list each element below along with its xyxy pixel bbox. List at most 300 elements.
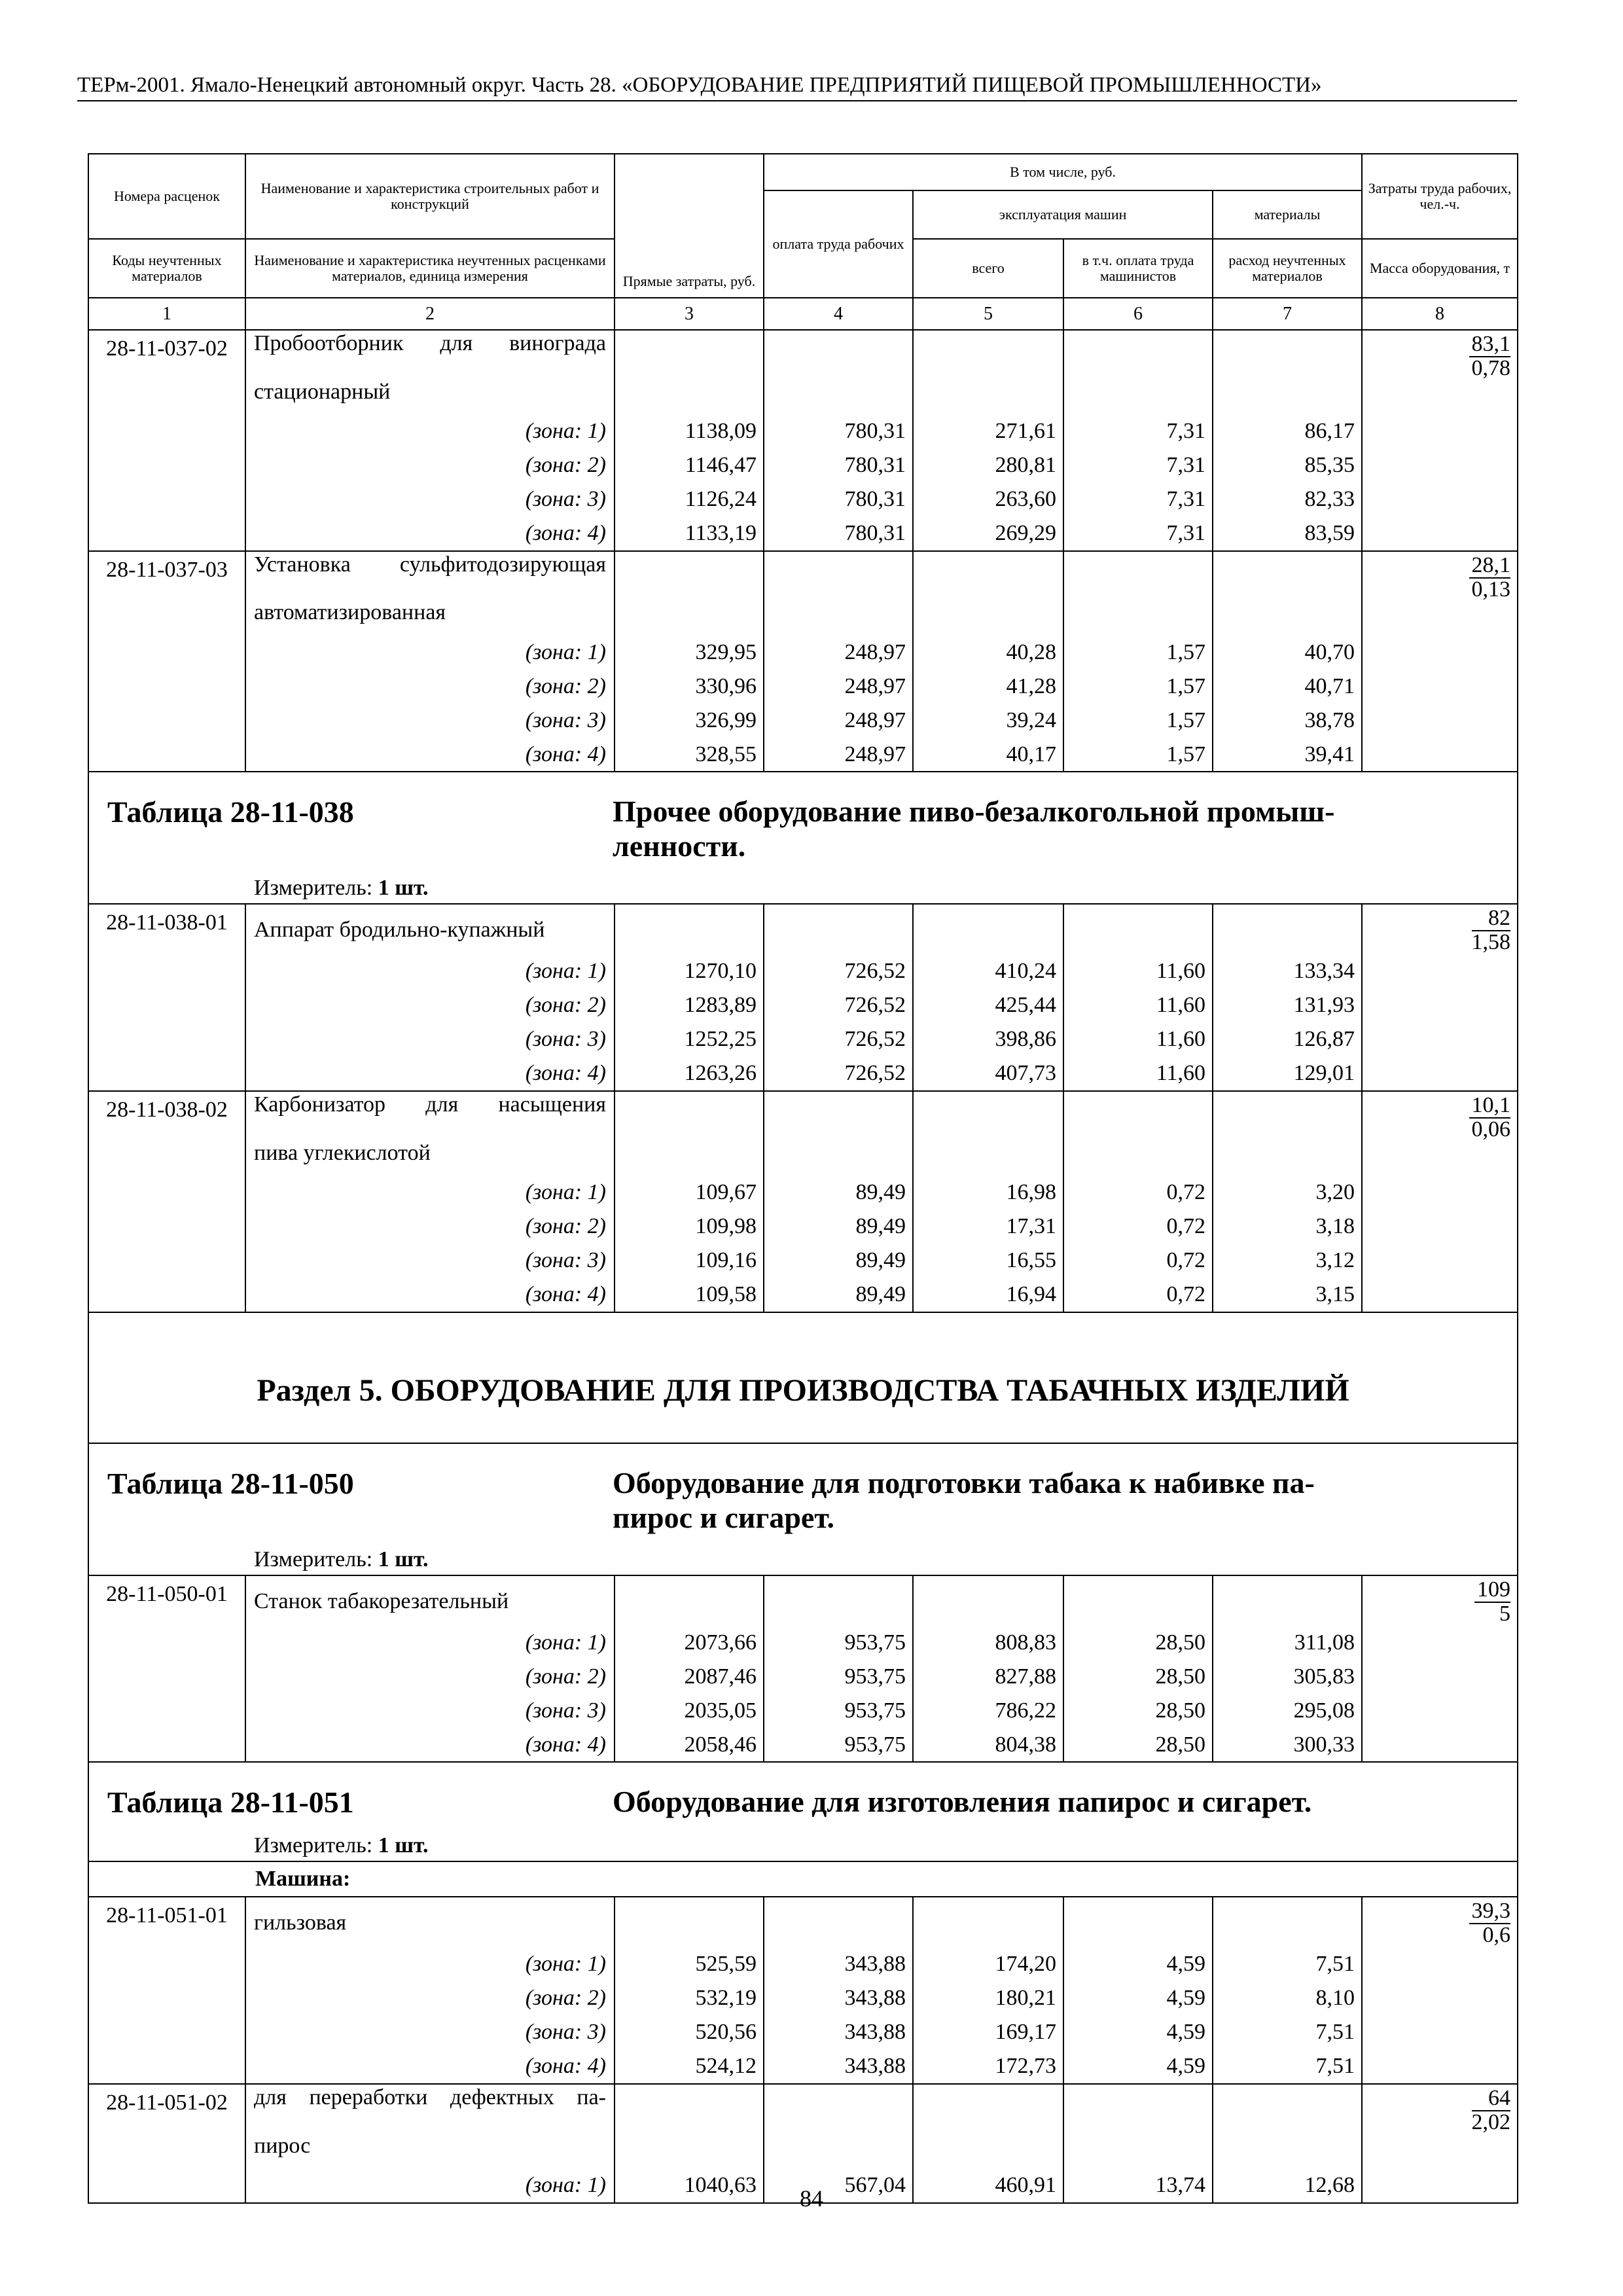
rate-name-cont: пирос [245, 2134, 615, 2168]
table-title: Таблица 28-11-038 [107, 795, 354, 829]
empty-cell [913, 1897, 1063, 1947]
value-cell: 1146,47 [615, 448, 764, 482]
mass-fraction [1474, 1579, 1510, 1625]
rate-code: 28-11-051-02 [88, 2084, 245, 2134]
section-title: Раздел 5. ОБОРУДОВАНИЕ ДЛЯ ПРОИЗВОДСТВА ТАБАЧНЫХ ИЗДЕЛИЙ [257, 1373, 1349, 1408]
empty-cell [1362, 1625, 1518, 1659]
zone-label: (зона: 2) [245, 669, 615, 703]
empty-cell [88, 1278, 245, 1312]
table-description [613, 795, 1503, 864]
value-cell: 1252,25 [615, 1022, 764, 1056]
value-cell: 0,72 [1063, 1175, 1213, 1210]
rate-name: для переработки дефектных па- [245, 2084, 615, 2134]
rate-name-cont: стационарный [245, 380, 615, 414]
empty-cell [1213, 2084, 1362, 2134]
value-cell: 7,31 [1063, 414, 1213, 448]
col-machines-header: эксплуатация машин [913, 190, 1213, 239]
empty-cell [1362, 601, 1518, 635]
value-cell: 2035,05 [615, 1693, 764, 1727]
empty-cell [1213, 1575, 1362, 1626]
zone-label: (зона: 1) [245, 1175, 615, 1210]
empty-cell [1362, 1947, 1518, 1981]
rate-code: 28-11-050-01 [88, 1575, 245, 1626]
value-cell: 133,34 [1213, 954, 1362, 988]
zone-label: (зона: 2) [245, 988, 615, 1022]
machine-label: Машина: [88, 1861, 1518, 1897]
empty-cell [1213, 1897, 1362, 1947]
empty-cell [1362, 2134, 1518, 2168]
zone-label: (зона: 4) [245, 1727, 615, 1762]
value-cell: 1,57 [1063, 703, 1213, 737]
empty-cell [764, 330, 913, 380]
rate-name-cont: автоматизированная [245, 601, 615, 635]
value-cell: 7,31 [1063, 516, 1213, 551]
empty-cell [88, 669, 245, 703]
empty-cell [1362, 988, 1518, 1022]
value-cell: 7,51 [1213, 2015, 1362, 2049]
value-cell: 109,98 [615, 1210, 764, 1244]
value-cell: 28,50 [1063, 1693, 1213, 1727]
empty-cell [1213, 380, 1362, 414]
value-cell: 12,68 [1213, 2168, 1362, 2203]
empty-cell [88, 1141, 245, 1175]
value-cell: 85,35 [1213, 448, 1362, 482]
empty-cell [88, 1693, 245, 1727]
value-cell: 89,49 [764, 1278, 913, 1312]
col-incl-header: В том числе, руб. [764, 154, 1362, 190]
table-meter [254, 1833, 429, 1858]
value-cell: 11,60 [1063, 954, 1213, 988]
value-cell: 109,58 [615, 1278, 764, 1312]
empty-cell [1063, 1141, 1213, 1175]
value-cell: 726,52 [764, 954, 913, 988]
empty-cell [88, 1244, 245, 1278]
empty-cell [913, 551, 1063, 601]
value-cell: 131,93 [1213, 988, 1362, 1022]
empty-cell [88, 1727, 245, 1762]
empty-cell [1362, 1278, 1518, 1312]
value-cell: 410,24 [913, 954, 1063, 988]
labor-cost: 83,1 [1469, 333, 1511, 357]
col-name2-header: Наименование и характеристика неучтенных расценками материалов, единица измерения [245, 239, 615, 298]
empty-cell [1362, 1981, 1518, 2015]
mass-fraction [1469, 1900, 1511, 1946]
equipment-mass: 2,02 [1471, 2110, 1511, 2135]
meter-label: Измеритель: [254, 876, 373, 901]
col-num: 1 [88, 298, 245, 330]
value-cell: 328,55 [615, 737, 764, 772]
meter-label: Измеритель: [254, 1547, 373, 1571]
zone-label: (зона: 2) [245, 448, 615, 482]
value-cell: 40,28 [913, 635, 1063, 669]
empty-cell [1362, 1210, 1518, 1244]
value-cell: 0,72 [1063, 1278, 1213, 1312]
value-cell: 407,73 [913, 1056, 1063, 1091]
value-cell: 3,18 [1213, 1210, 1362, 1244]
zone-label: (зона: 4) [245, 2049, 615, 2084]
equipment-mass: 0,13 [1471, 577, 1511, 601]
value-cell: 28,50 [1063, 1727, 1213, 1762]
value-cell: 41,28 [913, 669, 1063, 703]
table-meter [254, 1547, 429, 1572]
empty-cell [88, 516, 245, 551]
value-cell: 460,91 [913, 2168, 1063, 2203]
value-cell: 1,57 [1063, 635, 1213, 669]
empty-cell [913, 380, 1063, 414]
rates-table [88, 153, 1518, 2204]
value-cell: 17,31 [913, 1210, 1063, 1244]
value-cell: 953,75 [764, 1659, 913, 1693]
rate-name: гильзовая [245, 1897, 615, 1947]
value-cell: 82,33 [1213, 482, 1362, 516]
empty-cell [1063, 2134, 1213, 2168]
value-cell: 1,57 [1063, 669, 1213, 703]
value-cell: 28,50 [1063, 1659, 1213, 1693]
zone-label: (зона: 2) [245, 1659, 615, 1693]
empty-cell [1063, 2084, 1213, 2134]
table-description-line: Оборудование для подготовки табака к набивке па- [613, 1465, 1315, 1499]
zone-label: (зона: 3) [245, 1693, 615, 1727]
col-num: 7 [1213, 298, 1362, 330]
page-header: ТЕРм-2001. Ямало-Ненецкий автономный округ. Часть 28. «ОБОРУДОВАНИЕ ПРЕДПРИЯТИЙ ПИЩЕВОЙ ПРОМЫШЛЕННОСТИ» [77, 73, 1517, 101]
empty-cell [1213, 1141, 1362, 1175]
empty-cell [764, 601, 913, 635]
value-cell: 1263,26 [615, 1056, 764, 1091]
empty-cell [88, 601, 245, 635]
labor-cost: 109 [1474, 1579, 1510, 1603]
empty-cell [1362, 1727, 1518, 1762]
mass-fraction [1469, 1094, 1511, 1141]
value-cell: 2073,66 [615, 1625, 764, 1659]
empty-cell [1063, 551, 1213, 601]
value-cell: 343,88 [764, 2015, 913, 2049]
value-cell: 248,97 [764, 635, 913, 669]
page-number: 84 [800, 2185, 823, 2212]
value-cell: 1126,24 [615, 482, 764, 516]
value-cell: 2058,46 [615, 1727, 764, 1762]
col-labor-header: оплата труда рабочих [764, 190, 913, 298]
value-cell: 1138,09 [615, 414, 764, 448]
col-num: 8 [1362, 298, 1518, 330]
section-title-block [88, 1312, 1518, 1443]
value-cell: 11,60 [1063, 988, 1213, 1022]
empty-cell [1362, 516, 1518, 551]
value-cell: 329,95 [615, 635, 764, 669]
value-cell: 3,12 [1213, 1244, 1362, 1278]
empty-cell [1063, 330, 1213, 380]
labor-mass-fraction [1362, 904, 1518, 954]
empty-cell [1362, 1022, 1518, 1056]
value-cell: 326,99 [615, 703, 764, 737]
rate-code: 28-11-038-02 [88, 1091, 245, 1141]
value-cell: 7,31 [1063, 448, 1213, 482]
zone-label: (зона: 3) [245, 2015, 615, 2049]
labor-cost: 64 [1472, 2087, 1511, 2111]
value-cell: 4,59 [1063, 1981, 1213, 2015]
empty-cell [1063, 380, 1213, 414]
empty-cell [615, 330, 764, 380]
value-cell: 7,51 [1213, 1947, 1362, 1981]
value-cell: 248,97 [764, 669, 913, 703]
value-cell: 3,15 [1213, 1278, 1362, 1312]
empty-cell [764, 551, 913, 601]
meter-unit: 1 шт. [378, 1833, 429, 1858]
value-cell: 39,24 [913, 703, 1063, 737]
empty-cell [1362, 954, 1518, 988]
table-title: Таблица 28-11-050 [107, 1466, 354, 1500]
value-cell: 343,88 [764, 1981, 913, 2015]
empty-cell [1362, 1056, 1518, 1091]
rate-name-cont: пива углекислотой [245, 1141, 615, 1175]
empty-cell [1362, 482, 1518, 516]
value-cell: 172,73 [913, 2049, 1063, 2084]
empty-cell [88, 1947, 245, 1981]
zone-label: (зона: 1) [245, 1947, 615, 1981]
empty-cell [88, 1625, 245, 1659]
zone-label: (зона: 1) [245, 954, 615, 988]
empty-cell [1362, 635, 1518, 669]
value-cell: 343,88 [764, 1947, 913, 1981]
empty-cell [1362, 1141, 1518, 1175]
value-cell: 425,44 [913, 988, 1063, 1022]
table-title-block [88, 1762, 1518, 1861]
col-code2-header: Коды неучтенных материалов [88, 239, 245, 298]
zone-label: (зона: 1) [245, 1625, 615, 1659]
value-cell: 786,22 [913, 1693, 1063, 1727]
col-m-driver-header: в т.ч. оплата труда машинистов [1063, 239, 1213, 298]
value-cell: 808,83 [913, 1625, 1063, 1659]
value-cell: 39,41 [1213, 737, 1362, 772]
empty-cell [88, 2134, 245, 2168]
value-cell: 7,31 [1063, 482, 1213, 516]
value-cell: 726,52 [764, 1056, 913, 1091]
labor-cost: 39,3 [1469, 1900, 1511, 1924]
empty-cell [615, 551, 764, 601]
empty-cell [913, 1091, 1063, 1141]
value-cell: 180,21 [913, 1981, 1063, 2015]
empty-cell [88, 703, 245, 737]
empty-cell [88, 1056, 245, 1091]
empty-cell [764, 904, 913, 954]
value-cell: 11,60 [1063, 1056, 1213, 1091]
value-cell: 1040,63 [615, 2168, 764, 2203]
mass-fraction [1469, 333, 1511, 380]
value-cell: 89,49 [764, 1244, 913, 1278]
value-cell: 0,72 [1063, 1210, 1213, 1244]
empty-cell [615, 601, 764, 635]
value-cell: 953,75 [764, 1693, 913, 1727]
empty-cell [88, 1981, 245, 2015]
labor-mass-fraction [1362, 1091, 1518, 1141]
labor-mass-fraction [1362, 330, 1518, 380]
equipment-mass: 1,58 [1471, 930, 1511, 955]
col-num: 2 [245, 298, 615, 330]
empty-cell [1063, 1897, 1213, 1947]
value-cell: 271,61 [913, 414, 1063, 448]
value-cell: 7,51 [1213, 2049, 1362, 2084]
value-cell: 11,60 [1063, 1022, 1213, 1056]
empty-cell [1362, 669, 1518, 703]
col-materials-header: материалы [1213, 190, 1362, 239]
mass-fraction [1469, 554, 1511, 601]
empty-cell [1362, 737, 1518, 772]
empty-cell [88, 2015, 245, 2049]
zone-label: (зона: 3) [245, 703, 615, 737]
empty-cell [88, 1022, 245, 1056]
value-cell: 804,38 [913, 1727, 1063, 1762]
empty-cell [1213, 601, 1362, 635]
table-title: Таблица 28-11-051 [107, 1785, 354, 1820]
empty-cell [88, 1210, 245, 1244]
labor-cost: 28,1 [1469, 554, 1511, 579]
value-cell: 524,12 [615, 2049, 764, 2084]
value-cell: 89,49 [764, 1175, 913, 1210]
value-cell: 109,67 [615, 1175, 764, 1210]
equipment-mass: 0,6 [1482, 1923, 1511, 1948]
zone-label: (зона: 3) [245, 1244, 615, 1278]
table-title-block [88, 772, 1518, 904]
col-num: 4 [764, 298, 913, 330]
labor-cost: 82 [1472, 907, 1511, 931]
empty-cell [1362, 1693, 1518, 1727]
value-cell: 726,52 [764, 988, 913, 1022]
value-cell: 780,31 [764, 482, 913, 516]
value-cell: 305,83 [1213, 1659, 1362, 1693]
value-cell: 13,74 [1063, 2168, 1213, 2203]
value-cell: 2087,46 [615, 1659, 764, 1693]
rate-name: Станок табакорезательный [245, 1575, 615, 1626]
empty-cell [1362, 703, 1518, 737]
empty-cell [1213, 904, 1362, 954]
zone-label: (зона: 1) [245, 635, 615, 669]
value-cell: 1283,89 [615, 988, 764, 1022]
empty-cell [1063, 1091, 1213, 1141]
value-cell: 1,57 [1063, 737, 1213, 772]
empty-cell [615, 904, 764, 954]
empty-cell [1362, 1244, 1518, 1278]
equipment-mass: 5 [1499, 1601, 1511, 1626]
value-cell: 300,33 [1213, 1727, 1362, 1762]
zone-label: (зона: 4) [245, 737, 615, 772]
value-cell: 174,20 [913, 1947, 1063, 1981]
value-cell: 343,88 [764, 2049, 913, 2084]
value-cell: 169,17 [913, 2015, 1063, 2049]
empty-cell [913, 330, 1063, 380]
empty-cell [88, 448, 245, 482]
value-cell: 532,19 [615, 1981, 764, 2015]
empty-cell [764, 1141, 913, 1175]
empty-cell [764, 380, 913, 414]
empty-cell [615, 380, 764, 414]
value-cell: 953,75 [764, 1625, 913, 1659]
empty-cell [615, 1897, 764, 1947]
empty-cell [88, 2049, 245, 2084]
table-meter [254, 876, 429, 901]
empty-cell [88, 1175, 245, 1210]
zone-label: (зона: 4) [245, 516, 615, 551]
value-cell: 40,71 [1213, 669, 1362, 703]
meter-unit: 1 шт. [378, 1547, 429, 1571]
value-cell: 4,59 [1063, 1947, 1213, 1981]
empty-cell [1213, 551, 1362, 601]
value-cell: 16,98 [913, 1175, 1063, 1210]
zone-label: (зона: 4) [245, 1056, 615, 1091]
empty-cell [1362, 414, 1518, 448]
empty-cell [764, 2084, 913, 2134]
empty-cell [1213, 2134, 1362, 2168]
value-cell: 827,88 [913, 1659, 1063, 1693]
empty-cell [913, 1141, 1063, 1175]
value-cell: 780,31 [764, 516, 913, 551]
empty-cell [1362, 448, 1518, 482]
value-cell: 280,81 [913, 448, 1063, 482]
empty-cell [764, 2134, 913, 2168]
labor-mass-fraction [1362, 1575, 1518, 1626]
value-cell: 295,08 [1213, 1693, 1362, 1727]
empty-cell [615, 1141, 764, 1175]
equipment-mass: 0,06 [1471, 1117, 1511, 1142]
table-description-line: пирос и сигарет. [613, 1500, 834, 1534]
zone-label: (зона: 3) [245, 1022, 615, 1056]
empty-cell [913, 601, 1063, 635]
col-mass-header: Масса оборудования, т [1362, 239, 1518, 298]
value-cell: 89,49 [764, 1210, 913, 1244]
col-num: 3 [615, 298, 764, 330]
value-cell: 953,75 [764, 1727, 913, 1762]
labor-cost: 10,1 [1469, 1094, 1511, 1119]
value-cell: 83,59 [1213, 516, 1362, 551]
empty-cell [1063, 904, 1213, 954]
mass-fraction [1472, 907, 1511, 954]
zone-label: (зона: 3) [245, 482, 615, 516]
zone-label: (зона: 2) [245, 1210, 615, 1244]
rate-code: 28-11-038-01 [88, 904, 245, 954]
col-name-header: Наименование и характеристика строительных работ и конструкций [245, 154, 615, 239]
mass-fraction [1472, 2087, 1511, 2134]
empty-cell [88, 380, 245, 414]
empty-cell [88, 635, 245, 669]
empty-cell [615, 2084, 764, 2134]
empty-cell [88, 954, 245, 988]
empty-cell [615, 1091, 764, 1141]
table-description-line: ленности. [613, 829, 746, 863]
col-num: 6 [1063, 298, 1213, 330]
rate-name: Аппарат бродильно-купажный [245, 904, 615, 954]
value-cell: 311,08 [1213, 1625, 1362, 1659]
value-cell: 4,59 [1063, 2015, 1213, 2049]
rate-name: Карбонизатор для насыщения [245, 1091, 615, 1141]
value-cell: 1133,19 [615, 516, 764, 551]
empty-cell [88, 737, 245, 772]
rate-name: Установка сульфитодозирующая [245, 551, 615, 601]
value-cell: 16,94 [913, 1278, 1063, 1312]
empty-cell [913, 904, 1063, 954]
empty-cell [764, 1575, 913, 1626]
empty-cell [88, 988, 245, 1022]
empty-cell [88, 414, 245, 448]
empty-cell [615, 2134, 764, 2168]
empty-cell [1213, 1091, 1362, 1141]
meter-label: Измеритель: [254, 1833, 373, 1858]
table-title-block [88, 1443, 1518, 1575]
value-cell: 4,59 [1063, 2049, 1213, 2084]
value-cell: 0,72 [1063, 1244, 1213, 1278]
table-description [613, 1466, 1503, 1535]
empty-cell [1362, 2015, 1518, 2049]
zone-label: (зона: 2) [245, 1981, 615, 2015]
rate-code: 28-11-051-01 [88, 1897, 245, 1947]
value-cell: 525,59 [615, 1947, 764, 1981]
